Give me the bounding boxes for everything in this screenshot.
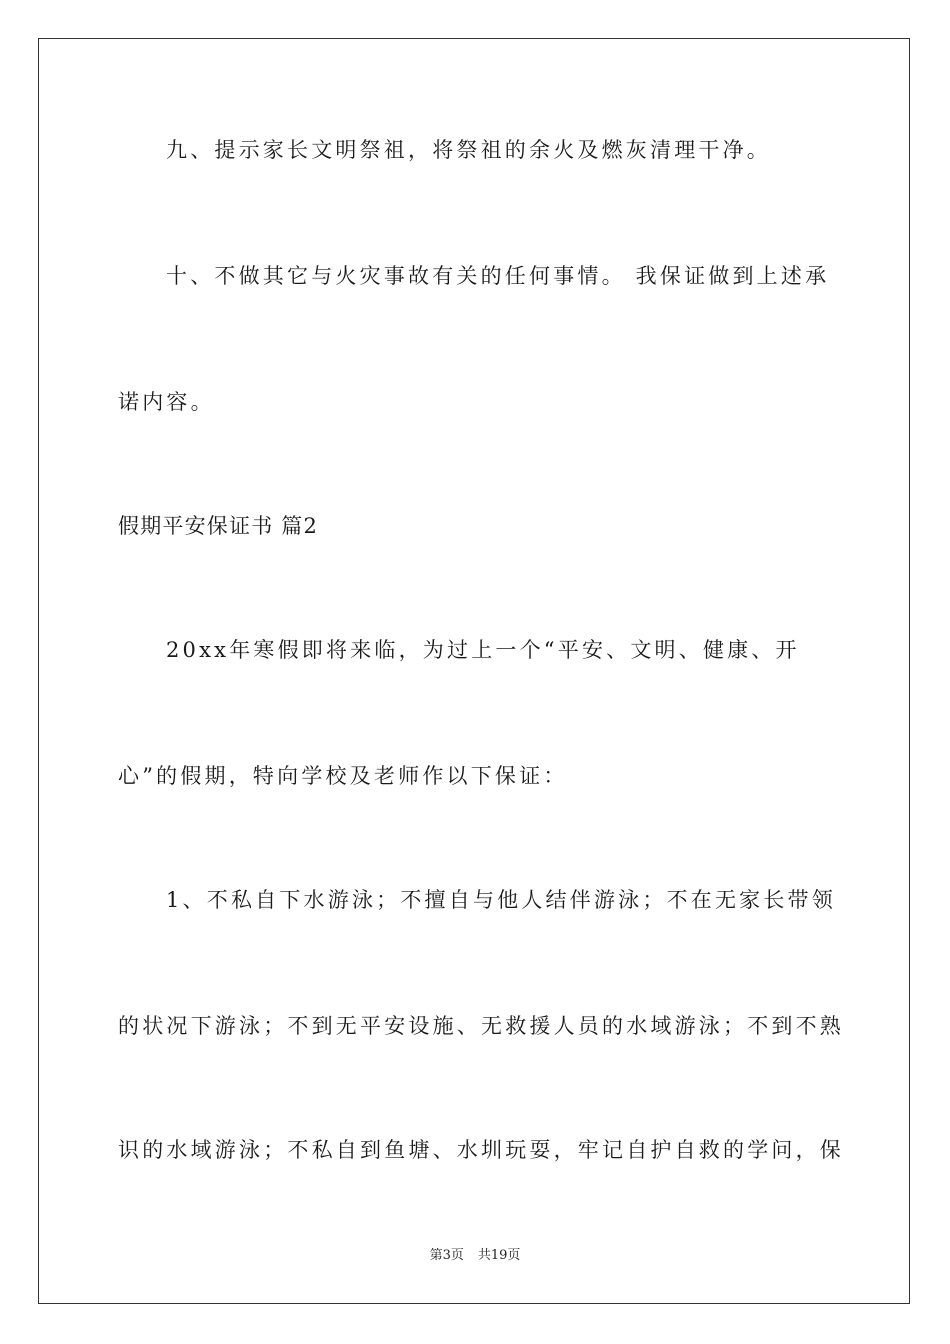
page-total: 共19页 — [477, 1248, 521, 1263]
intro-paragraph-line-2: 心”的假期，特向学校及老师作以下保证： — [118, 764, 568, 788]
pledge-item-1-line-3: 识的水域游泳；不私自到鱼塘、水圳玩耍，牢记自护自救的学问，保 — [118, 1138, 844, 1162]
paragraph-item-10-line-2: 诺内容。 — [118, 390, 215, 414]
pledge-item-1-line-2: 的状况下游泳；不到无平安设施、无救援人员的水域游泳；不到不熟 — [118, 1014, 844, 1038]
page-number: 第3页 — [429, 1248, 464, 1263]
section-heading: 假期平安保证书 篇2 — [118, 514, 319, 538]
paragraph-item-9: 九、提示家长文明祭祖，将祭祖的余火及燃灰清理干净。 — [166, 138, 771, 162]
intro-paragraph-line-1: 20xx年寒假即将来临，为过上一个“平安、文明、健康、开 — [166, 638, 800, 662]
page-footer — [0, 1248, 950, 1264]
page-border — [38, 38, 910, 1304]
pledge-item-1-line-1: 1、不私自下水游泳；不擅自与他人结伴游泳；不在无家长带领 — [166, 888, 836, 912]
paragraph-item-10-line-1: 十、不做其它与火灾事故有关的任何事情。 我保证做到上述承 — [166, 264, 830, 288]
